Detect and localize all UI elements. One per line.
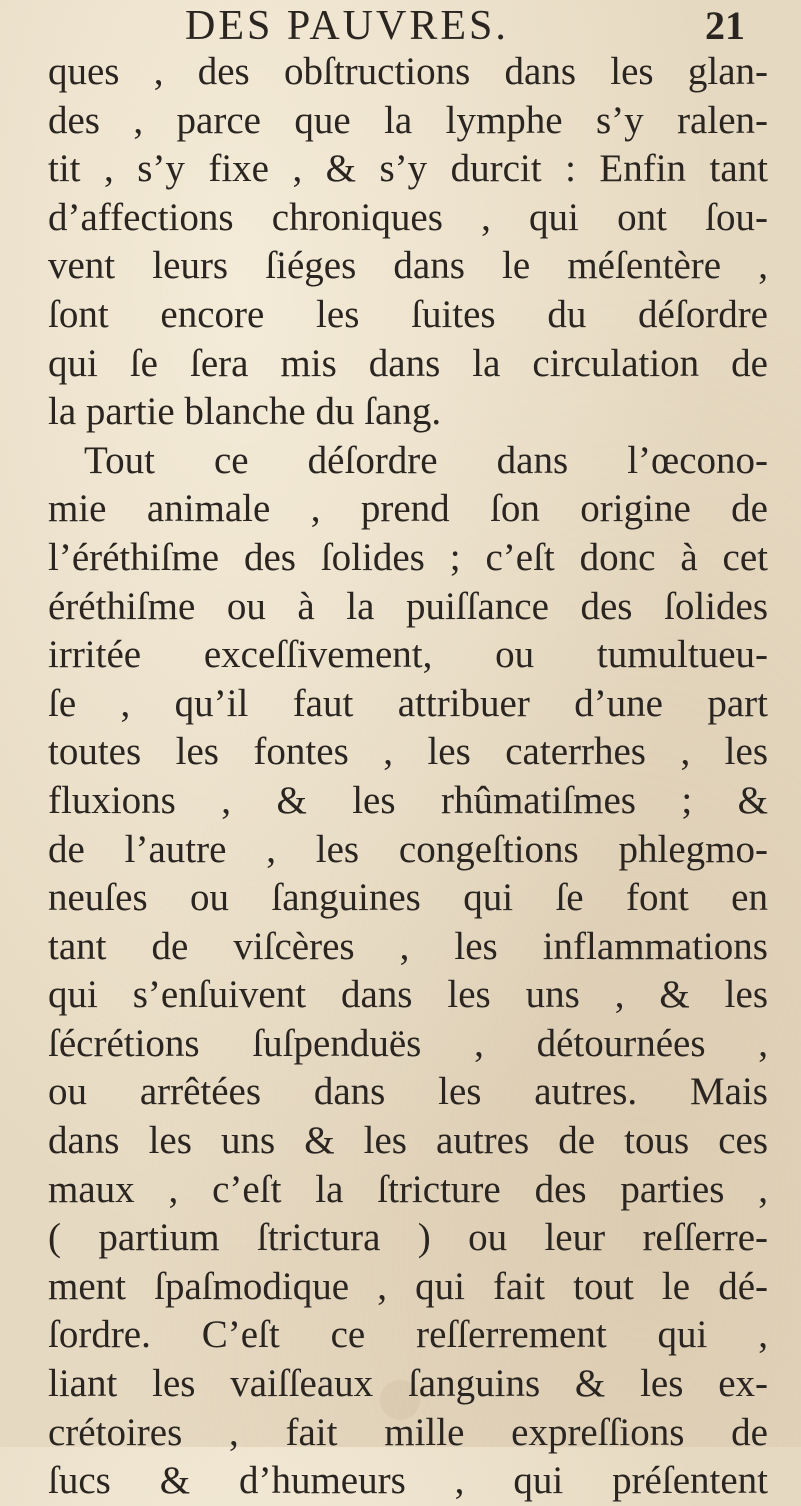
running-head: DES PAUVRES.	[185, 3, 509, 49]
text-line: toutes les fontes , les caterrhes , les	[48, 730, 768, 774]
text-line: maux , c’eſt la ſtricture des parties ,	[48, 1167, 768, 1211]
text-line: ques , des obſtructions dans les glan-	[48, 50, 768, 93]
text-line: des , parce que la lymphe s’y ralen-	[48, 98, 768, 142]
text-line: liant les vaiſſeaux ſanguins & les ex-	[48, 1362, 768, 1406]
text-line: ou arrêtées dans les autres. Mais	[48, 1070, 768, 1114]
text-line: d’affections chroniques , qui ont ſou-	[48, 195, 768, 239]
body-text	[48, 48, 768, 1506]
text-line: tant de viſcères , les inflammations	[48, 924, 768, 968]
text-line: ſordre. C’eſt ce reſſerrement qui ,	[48, 1313, 768, 1357]
text-line: éréthiſme ou à la puiſſance des ſolides	[48, 584, 768, 628]
text-line: ſe , qu’il faut attribuer d’une part	[48, 681, 768, 725]
text-line: dans les uns & les autres de tous ces	[48, 1119, 768, 1163]
text-line: qui s’enſuivent dans les uns , & les	[48, 973, 768, 1017]
text-line: tit , s’y fixe , & s’y durcit : Enfin tant	[48, 147, 768, 191]
text-line: de l’autre , les congeſtions phlegmo-	[48, 827, 768, 871]
page-number: 21	[705, 3, 745, 48]
text-line: ſont encore les ſuites du déſordre	[48, 292, 768, 336]
text-line: irritée exceſſivement, ou tumultueu-	[48, 633, 768, 677]
page-header	[185, 2, 745, 52]
text-line: mie animale , prend ſon origine de	[48, 487, 768, 531]
text-line: ſécrétions ſuſpenduës , détournées ,	[48, 1021, 768, 1065]
text-line: crétoires , fait mille expreſſions de	[48, 1410, 768, 1454]
text-line: la partie blanche du ſang.	[48, 390, 442, 434]
text-line: ſucs & d’humeurs , qui préſentent	[48, 1459, 768, 1503]
text-line: vent leurs ſiéges dans le méſentère ,	[48, 244, 768, 288]
text-line: neuſes ou ſanguines qui ſe font en	[48, 876, 768, 920]
text-line: l’éréthiſme des ſolides ; c’eſt donc à cet	[48, 535, 768, 579]
text-line: fluxions , & les rhûmatiſmes ; &	[48, 778, 768, 822]
text-line: ( partium ſtrictura ) ou leur reſſerre-	[48, 1216, 768, 1260]
text-line: ment ſpaſmodique , qui fait tout le dé-	[48, 1264, 768, 1308]
text-line: Tout ce déſordre dans l’œcono-	[84, 438, 768, 482]
text-line: qui ſe ſera mis dans la circulation de	[48, 341, 768, 385]
